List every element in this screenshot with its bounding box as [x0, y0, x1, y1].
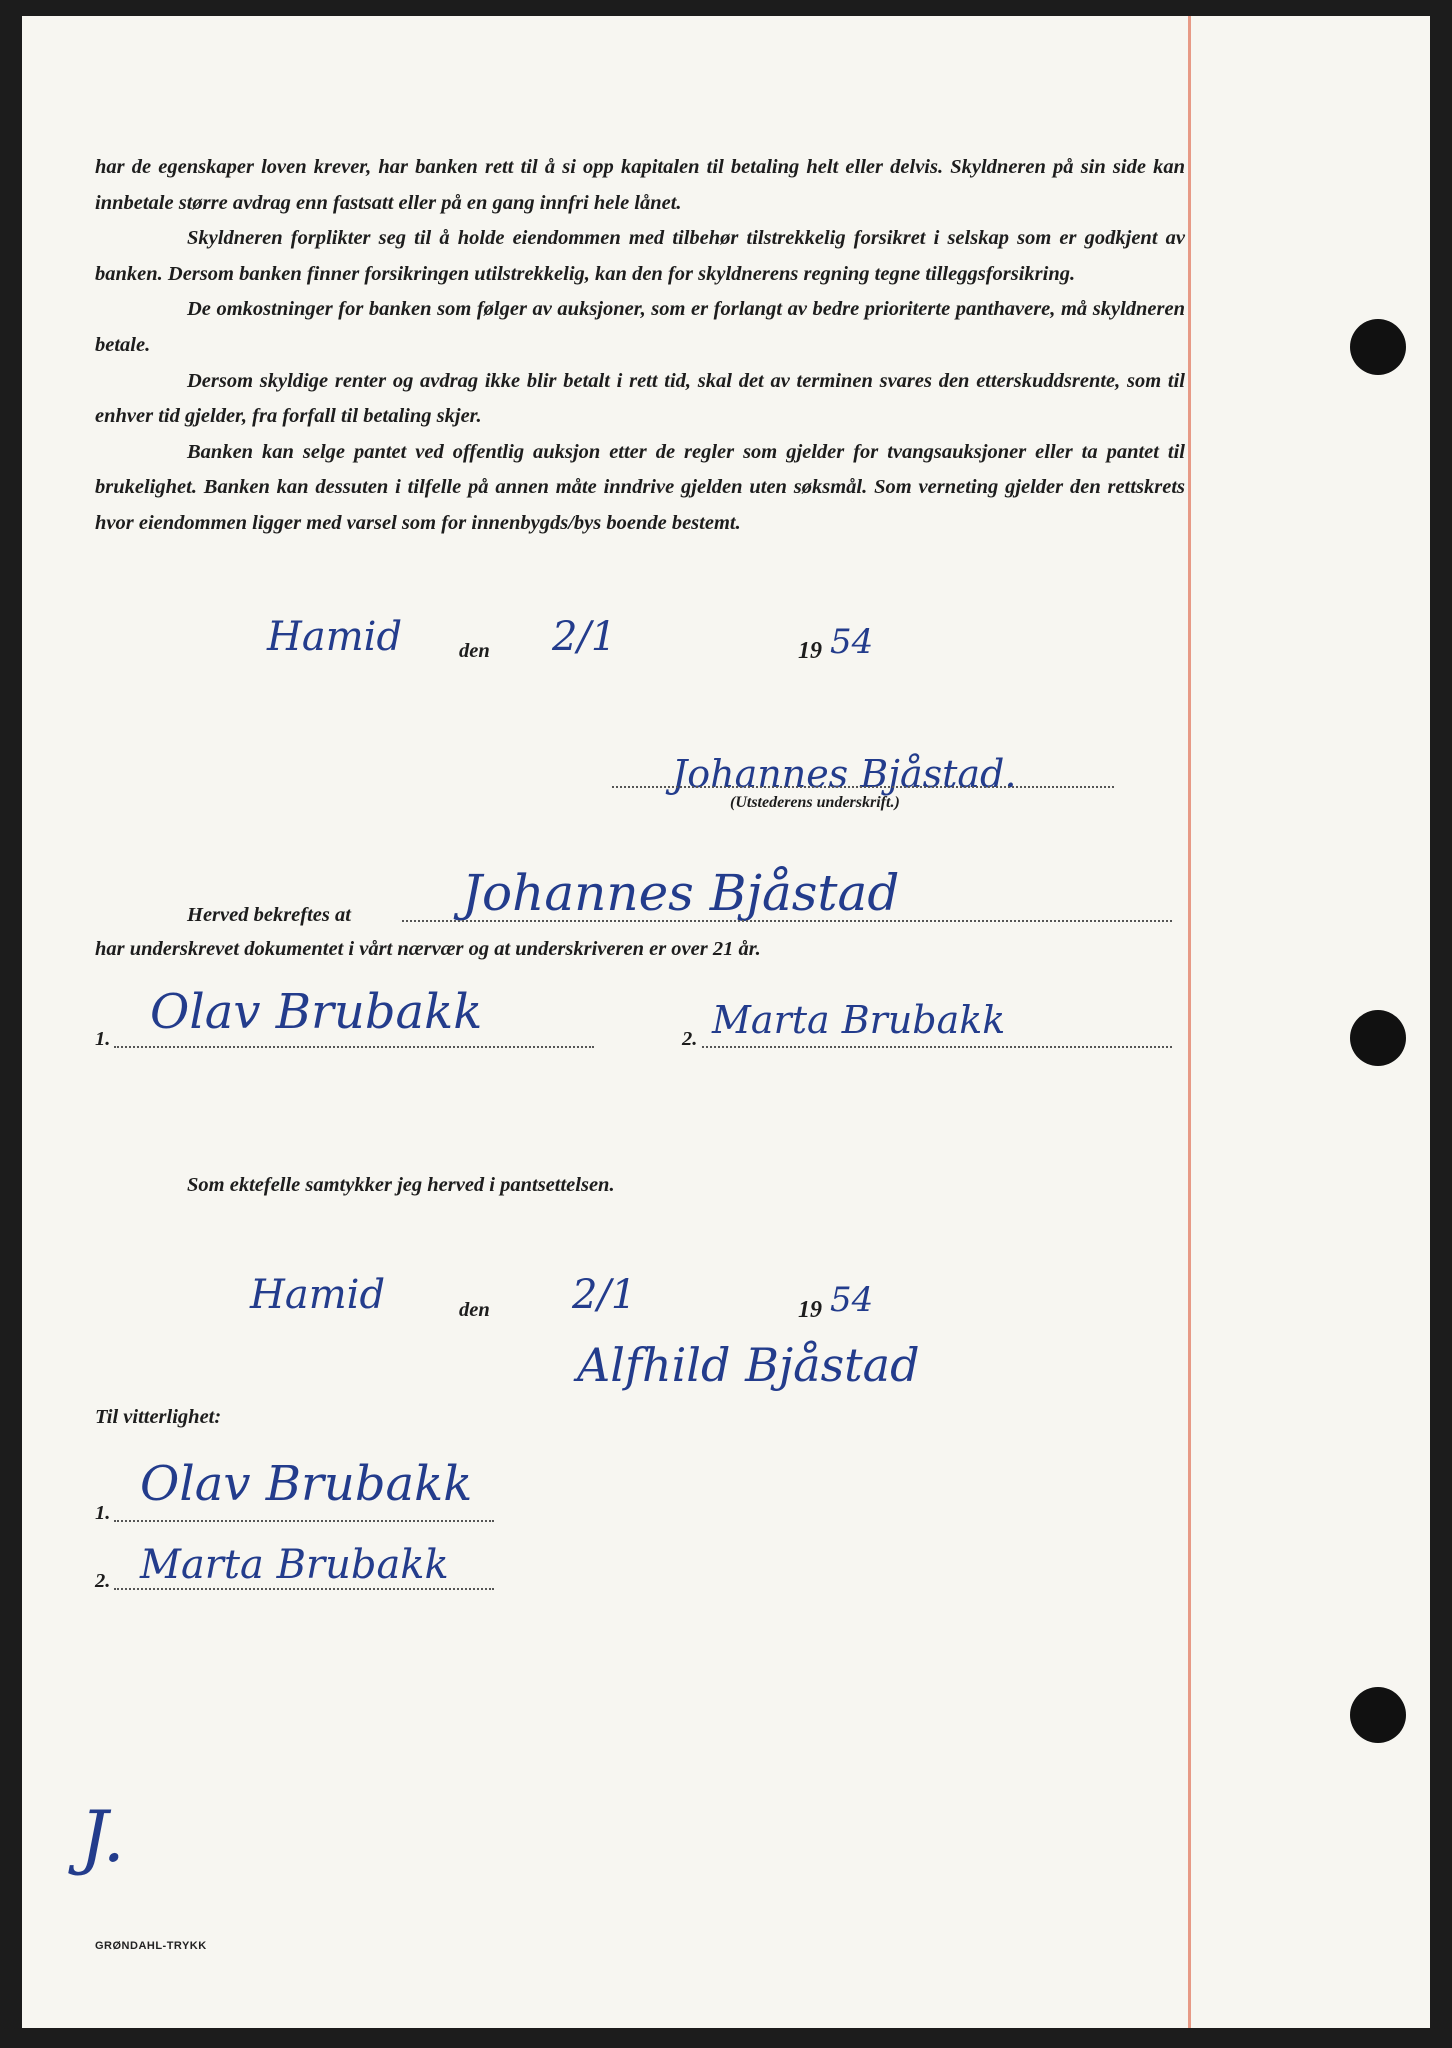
attestation-witness-1-line: [114, 1520, 494, 1522]
witness-1-signature: Olav Brubakk: [150, 984, 483, 1040]
attestation-witness-2-signature: Marta Brubakk: [140, 1542, 449, 1588]
place-handwritten: Hamid: [267, 614, 403, 660]
punch-hole: [1350, 319, 1406, 375]
witness-number: 1.: [95, 1028, 111, 1050]
year-printed: 19: [798, 1297, 822, 1323]
witness-number: 1.: [95, 1502, 111, 1524]
paragraph: Skyldneren forplikter seg til å holde eiendommen med tilbehør tilstrekkelig forsikret i selskap som er godkjent av banken. Dersom banken finner forsikringen utilstrekkelig, kan den for skyldnerens regning tegne tilleggsforsikring.: [95, 227, 1185, 285]
issuer-caption: (Utstederens underskrift.): [730, 794, 900, 811]
paragraph: De omkostninger for banken som følger av auksjoner, som er forlangt av bedre prioriterte panthavere, må skyldneren betale.: [95, 298, 1185, 356]
issuer-signature: Johannes Bjåstad.: [672, 752, 1017, 796]
attestation-witness-1-signature: Olav Brubakk: [140, 1456, 473, 1512]
paragraph: Dersom skyldige renter og avdrag ikke blir betalt i rett tid, skal det av terminen svares den etterskuddsrente, som til enhver tid gjelder, fra forfall til betaling skjer.: [95, 369, 1185, 428]
punch-hole: [1350, 1687, 1406, 1743]
place-handwritten: Hamid: [250, 1272, 386, 1318]
den-label: den: [459, 640, 490, 662]
witness-2-line: [702, 1046, 1172, 1048]
confirmation-lead: Herved bekreftes at: [187, 904, 351, 926]
attestation-heading: Til vitterlighet:: [95, 1406, 222, 1428]
witness-number: 2.: [95, 1570, 111, 1592]
issuer-signature-line: [612, 786, 1114, 788]
witness-number: 2.: [682, 1028, 698, 1050]
attestation-witness-2-line: [114, 1588, 494, 1590]
confirmation-text: har underskrevet dokumentet i vårt nærvær og at underskriveren er over 21 år.: [95, 938, 761, 960]
initials-handwritten: J.: [80, 1796, 125, 1878]
terms-body: [95, 150, 1185, 542]
date-handwritten: 2/1: [572, 1272, 637, 1318]
spouse-consent-text: Som ektefelle samtykker jeg herved i pantsettelsen.: [187, 1174, 615, 1196]
document-page: [22, 16, 1430, 2028]
margin-rule: [1188, 16, 1191, 2028]
year-printed: 19: [798, 638, 822, 664]
witness-1-line: [114, 1046, 594, 1048]
paragraph: har de egenskaper loven krever, har banken rett til å si opp kapitalen til betaling helt eller delvis. Skyldneren på sin side kan innbetale større avdrag enn fastsatt eller på en gang innfri hele lånet.: [95, 156, 1185, 214]
punch-hole: [1350, 1010, 1406, 1066]
confirmed-name-handwritten: Johannes Bjåstad: [462, 864, 900, 922]
year-handwritten: 54: [830, 622, 874, 662]
den-label: den: [459, 1299, 490, 1321]
witness-2-signature: Marta Brubakk: [712, 998, 1006, 1042]
printer-mark: GRØNDAHL-TRYKK: [95, 1940, 207, 1952]
year-handwritten: 54: [830, 1280, 874, 1320]
confirmed-name-line: [402, 920, 1172, 922]
date-handwritten: 2/1: [552, 614, 617, 660]
paragraph: Banken kan selge pantet ved offentlig auksjon etter de regler som gjelder for tvangsauksjoner eller ta pantet til brukelighet. Banken kan dessuten i tilfelle på annen måte inndrive gjelden uten søksmål. Som verneting gjelder den rettskrets hvor eiendommen ligger med varsel som for innenbygds/bys boende bestemt.: [95, 440, 1185, 534]
spouse-signature: Alfhild Bjåstad: [577, 1338, 920, 1392]
